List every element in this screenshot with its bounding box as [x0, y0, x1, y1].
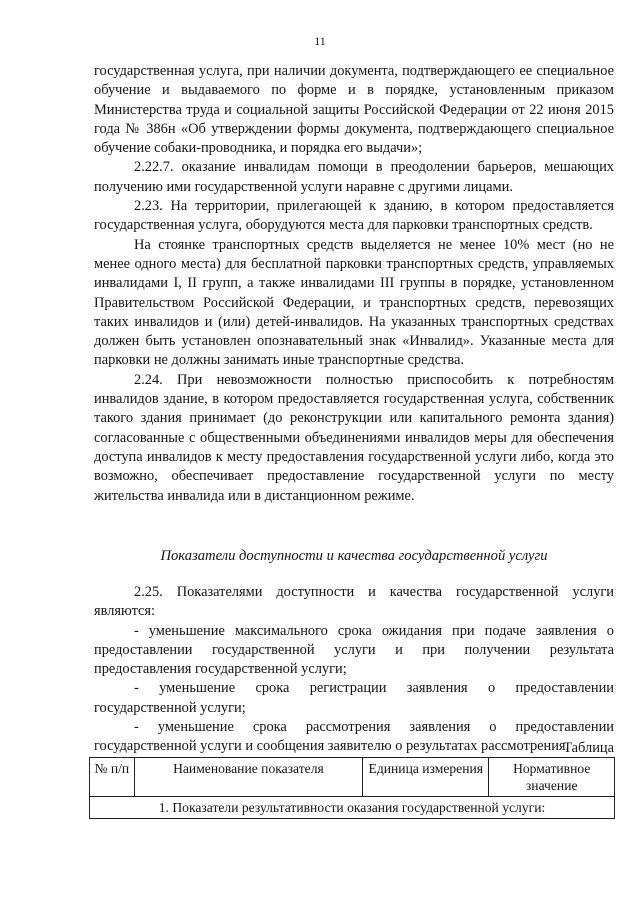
- paragraph-2-24: 2.24. При невозможности полностью приспособить к потребностям инвалидов здание, в котором предоставляется государственная услуга, собственник такого здания принимает (до реконструкции или капитального ремонта здания) согласованные с общественными объединениями инвалидов меры для обеспечения доступа инвалидов к месту предоставления государственной услуги либо, когда это возможно, обеспечивает предоставление государственной услуги по месту жительства инвалида или в дистанционном режиме.: [94, 371, 614, 504]
- section-heading: Показатели доступности и качества государственной услуги: [160, 548, 548, 564]
- table-section-row: 1. Показатели результативности оказания государственной услуги:: [90, 797, 615, 819]
- header-indicator-name: Наименование показателя: [134, 758, 362, 797]
- header-number: № п/п: [90, 758, 135, 797]
- paragraph-2-25: 2.25. Показателями доступности и качества государственной услуги являются:: [94, 584, 614, 620]
- list-item: - уменьшение максимального срока ожидания при подаче заявления о предоставлении государственной услуги и при получении результата предоставления государственной услуги;: [94, 622, 614, 678]
- header-normative-value: Нормативное значение: [489, 758, 615, 797]
- paragraph-2-23: 2.23. На территории, прилегающей к зданию, в котором предоставляется государственная услуга, оборудуются места для парковки транспортных средств.: [94, 198, 614, 234]
- list-item: - уменьшение срока рассмотрения заявления о предоставлении государственной услуги и сообщения заявителю о результатах рассмотрения.: [94, 719, 614, 755]
- upper-text-block: [94, 62, 614, 506]
- paragraph: государственная услуга, при наличии документа, подтверждающего ее специальное обучение и выдаваемого по форме и в порядке, установленным приказом Министерства труда и социальной защиты Российской Федерации от 22 июня 2015 года № 386н «Об утверждении формы документа, подтверждающего специальное обучение собаки-проводника, и порядка его выдачи»;: [94, 63, 614, 157]
- indicators-table: [89, 757, 615, 819]
- paragraph-2-22-7: 2.22.7. оказание инвалидам помощи в преодолении барьеров, мешающих получению ими государственной услуги наравне с другими лицами.: [94, 159, 614, 195]
- table-caption: Таблица: [563, 740, 614, 756]
- lower-text-block: [94, 583, 614, 757]
- table-row: [90, 797, 615, 819]
- page-number: 11: [314, 34, 326, 48]
- header-unit: Единица измерения: [363, 758, 489, 797]
- table-header-row: [90, 758, 615, 797]
- paragraph-parking: На стоянке транспортных средств выделяется не менее 10% мест (но не менее одного места) для бесплатной парковки транспортных средств, управляемых инвалидами I, II групп, а также инвалидами III группы в порядке, установленном Правительством Российской Федерации, и транспортных средств, перевозящих таких инвалидов и (или) детей-инвалидов. На указанных транспортных средствах должен быть установлен опознавательный знак «Инвалид». Указанные места для парковки не должны занимать иные транспортные средства.: [94, 236, 614, 369]
- list-item: - уменьшение срока регистрации заявления о предоставлении государственной услуги;: [94, 680, 614, 716]
